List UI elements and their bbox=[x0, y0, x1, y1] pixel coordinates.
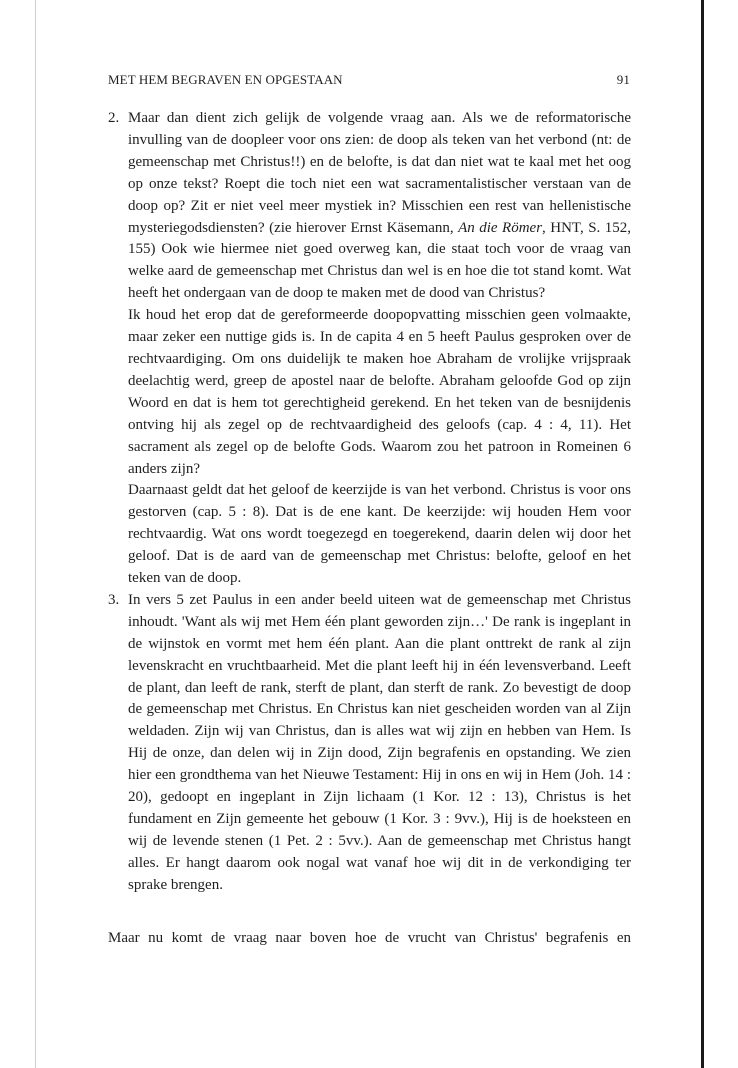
text-run: Maar dan dient zich gelijk de volgende vraag aan. Als we de reformatorische invulling van de doopleer voor ons zien: de doop als teken van het verbond (nt: de gemeenschap met Christus!!) en de belofte, is dat dan niet wat te kaal met het oog op onze tekst? Roept die toch niet een wat sacramentalistischer verstaan van de doop op? Zit er niet veel meer mystiek in? Misschien een rest van hellenistische mysteriegodsdiensten? (zie hierover Ernst Käsemann, bbox=[128, 110, 631, 236]
paragraph bbox=[128, 108, 631, 305]
numbered-list bbox=[108, 108, 631, 897]
item-number: 3. bbox=[108, 591, 120, 608]
paragraph: Daarnaast geldt dat het geloof de keerzijde is van het verbond. Christus is voor ons gestorven (cap. 5 : 8). Dat is de ene kant. De keerzijde: wij houden Hem voor rechtvaardig. Wat ons wordt toegezegd en toegerekend, daarin delen wij door het geloof. Dat is de aard van de gemeenschap met Christus: belofte, geloof en het teken van de doop. bbox=[128, 482, 631, 587]
list-item-2 bbox=[108, 108, 631, 590]
page-number: 91 bbox=[616, 72, 630, 87]
book-title: An die Römer bbox=[458, 219, 543, 236]
text-run: , HNT, S. 152, 155) Ook wie hiermee niet goed overweg kan, die staat toch voor de vraag van welke aard de gemeenschap met Christus dan wel is en hoe die tot stand komt. Wat heeft het ondergaan van de doop te maken met de dood van Christus? bbox=[128, 219, 631, 302]
item-number: 2. bbox=[108, 110, 120, 126]
list-item-3 bbox=[108, 590, 631, 897]
paragraph: In vers 5 zet Paulus in een ander beeld uiteen wat de gemeenschap met Christus inhoudt. 'Want als wij met Hem één plant geworden zijn…' De rank is ingeplant in de wijnstok en vormt met hem één plant. Aan die plant onttrekt de rank al zijn levenskracht en vruchtbaarheid. Met die plant leeft hij in één levensverband. Leeft de plant, dan leeft de rank, sterft de plant, dan sterft de rank. Zo bevestigt de doop de gemeenschap met Christus. En Christus kan niet gescheiden worden van al Zijn weldaden. Zijn wij van Christus, dan is alles wat wij zijn en hebben van Hem. Is Hij de onze, dan delen wij in Zijn dood, Zijn begrafenis en opstanding. We zien hier een grondthema van het Nieuwe Testament: Hij in ons en wij in Hem (Joh. 14 : 20), gedoopt en ingeplant in Zijn lichaam (1 Kor. 12 : 13), Christus is het fundament en Zijn gemeente het gebouw (1 Kor. 3 : 9vv.), Hij is de hoeksteen en wij de levende stenen (1 Pet. 2 : 5vv.). Aan de gemeenschap met Christus hangt alles. Er hangt daarom ook nogal wat vanaf hoe wij dit in de verkondiging ter sprake brengen. bbox=[128, 591, 631, 893]
final-paragraph: Maar nu komt de vraag naar boven hoe de vrucht van Christus' begrafenis en bbox=[108, 930, 631, 946]
page-right-edge bbox=[701, 0, 704, 1068]
page-left-edge bbox=[35, 0, 36, 1068]
running-title: MET HEM BEGRAVEN EN OPGESTAAN bbox=[108, 72, 343, 87]
running-header bbox=[108, 72, 630, 88]
paragraph: Ik houd het erop dat de gereformeerde doopopvatting misschien geen volmaakte, maar zeker een nuttige gids is. In de capita 4 en 5 heeft Paulus gesproken over de rechtvaardiging. Om ons duidelijk te maken hoe Abraham de vrolijke vrijspraak deelachtig werd, greep de apostel naar de belofte. Abraham geloofde God op zijn Woord en dat is hem tot gerechtigheid gerekend. En het teken van de besnijdenis ontving hij als zegel op de rechtvaardigheid des geloofs (cap. 4 : 4, 11). Het sacrament als zegel op de belofte Gods. Waarom zou het patroon in Romeinen 6 anders zijn? bbox=[128, 307, 631, 477]
